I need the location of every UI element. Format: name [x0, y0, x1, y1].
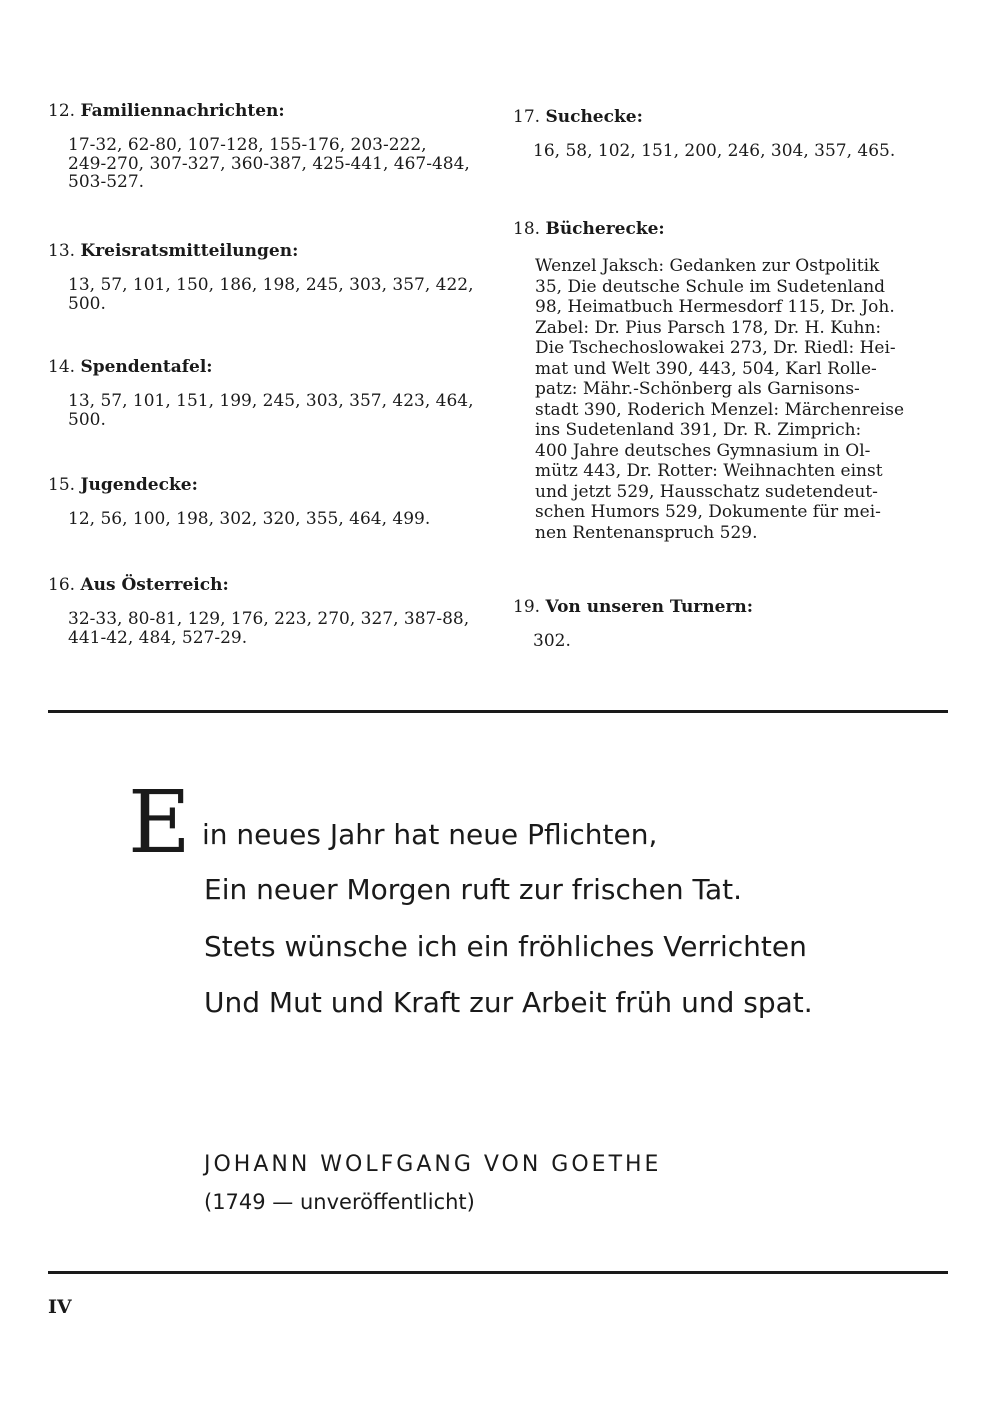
- section-entries: [68, 392, 488, 429]
- section-entries: [68, 610, 488, 647]
- section-entries: [68, 276, 488, 313]
- horizontal-rule-bottom: [48, 1271, 948, 1274]
- section-title: Von unseren Turnern:: [545, 597, 754, 617]
- section-number: 15.: [48, 475, 76, 495]
- entry-line: schen Humors 529, Dokumente für mei-: [535, 502, 881, 522]
- section-title: Kreisratsmitteilungen:: [80, 241, 299, 261]
- entry-line: mat und Welt 390, 443, 504, Karl Rolle-: [535, 358, 877, 379]
- entry-line: und jetzt 529, Hausschatz sudetendeut-: [535, 481, 878, 502]
- poem-author: JOHANN WOLFGANG VON GOETHE: [204, 1152, 662, 1177]
- entry-line: 16, 58, 102, 151, 200, 246, 304, 357, 465.: [533, 141, 896, 161]
- index-section-buecherecke: [513, 218, 953, 543]
- decorative-initial: E: [128, 773, 191, 873]
- section-number: 18.: [513, 219, 541, 239]
- section-title: Familiennachrichten:: [80, 101, 285, 121]
- entry-line: ins Sudetenland 391, Dr. R. Zimprich:: [535, 420, 862, 440]
- entry-line: nen Rentenanspruch 529.: [535, 522, 758, 543]
- section-entries: [68, 136, 488, 192]
- entry-line: mütz 443, Dr. Rotter: Weihnachten einst: [535, 461, 883, 481]
- poem-line-2: Ein neuer Morgen ruft zur frischen Tat.: [204, 873, 743, 906]
- entry-line: 500.: [68, 409, 106, 430]
- section-title: Jugendecke:: [80, 475, 198, 495]
- section-entries: [68, 510, 488, 529]
- section-number: 19.: [513, 597, 541, 617]
- section-entries: [535, 256, 951, 543]
- index-section-suchecke: [513, 106, 953, 161]
- entry-line: 13, 57, 101, 151, 199, 245, 303, 357, 423, 464,: [68, 391, 474, 411]
- section-number: 12.: [48, 101, 76, 121]
- poem-line-4: Und Mut und Kraft zur Arbeit früh und spat.: [204, 986, 813, 1019]
- index-section-von-unseren-turnern: [513, 596, 953, 651]
- entry-line: 249-270, 307-327, 360-387, 425-441, 467-484,: [68, 153, 470, 174]
- section-number: 13.: [48, 241, 76, 261]
- section-entries: [533, 142, 953, 161]
- entry-line: 400 Jahre deutsches Gymnasium in Ol-: [535, 440, 871, 461]
- entry-line: 441-42, 484, 527-29.: [68, 627, 248, 648]
- entry-line: patz: Mähr.-Schönberg als Garnisons-: [535, 379, 860, 399]
- entry-line: stadt 390, Roderich Menzel: Märchenreise: [535, 399, 905, 420]
- entry-line: 17-32, 62-80, 107-128, 155-176, 203-222,: [68, 135, 427, 155]
- index-section-spendentafel: [48, 356, 488, 429]
- entry-line: 302.: [533, 631, 571, 651]
- entry-line: 32-33, 80-81, 129, 176, 223, 270, 327, 387-88,: [68, 609, 470, 629]
- horizontal-rule-top: [48, 710, 948, 713]
- entry-line: 500.: [68, 293, 106, 314]
- entry-line: 12, 56, 100, 198, 302, 320, 355, 464, 499.: [68, 509, 431, 529]
- entry-line: 13, 57, 101, 150, 186, 198, 245, 303, 357, 422,: [68, 275, 474, 295]
- index-section-aus-oesterreich: [48, 574, 488, 647]
- section-title: Aus Österreich:: [80, 575, 229, 595]
- page-number: IV: [48, 1296, 72, 1318]
- entry-line: 35, Die deutsche Schule im Sudetenland: [535, 276, 886, 297]
- section-number: 17.: [513, 107, 541, 127]
- section-title: Suchecke:: [545, 107, 643, 127]
- index-section-familiennachrichten: [48, 100, 488, 192]
- poem-date-note: (1749 — unveröffentlicht): [204, 1190, 475, 1214]
- index-section-jugendecke: [48, 474, 488, 529]
- section-number: 16.: [48, 575, 76, 595]
- entry-line: Wenzel Jaksch: Gedanken zur Ostpolitik: [535, 256, 880, 276]
- poem-line-3: Stets wünsche ich ein fröhliches Verrichten: [204, 930, 807, 963]
- section-title: Bücherecke:: [545, 219, 665, 239]
- poem-line-1: in neues Jahr hat neue Pflichten,: [202, 818, 658, 851]
- section-entries: [533, 632, 953, 651]
- entry-line: 98, Heimatbuch Hermesdorf 115, Dr. Joh.: [535, 297, 895, 317]
- section-title: Spendentafel:: [80, 357, 213, 377]
- entry-line: Zabel: Dr. Pius Parsch 178, Dr. H. Kuhn:: [535, 317, 882, 338]
- entry-line: Die Tschechoslowakei 273, Dr. Riedl: Hei-: [535, 338, 896, 358]
- entry-line: 503-527.: [68, 172, 145, 192]
- index-section-kreisratsmitteilungen: [48, 240, 488, 313]
- section-number: 14.: [48, 357, 76, 377]
